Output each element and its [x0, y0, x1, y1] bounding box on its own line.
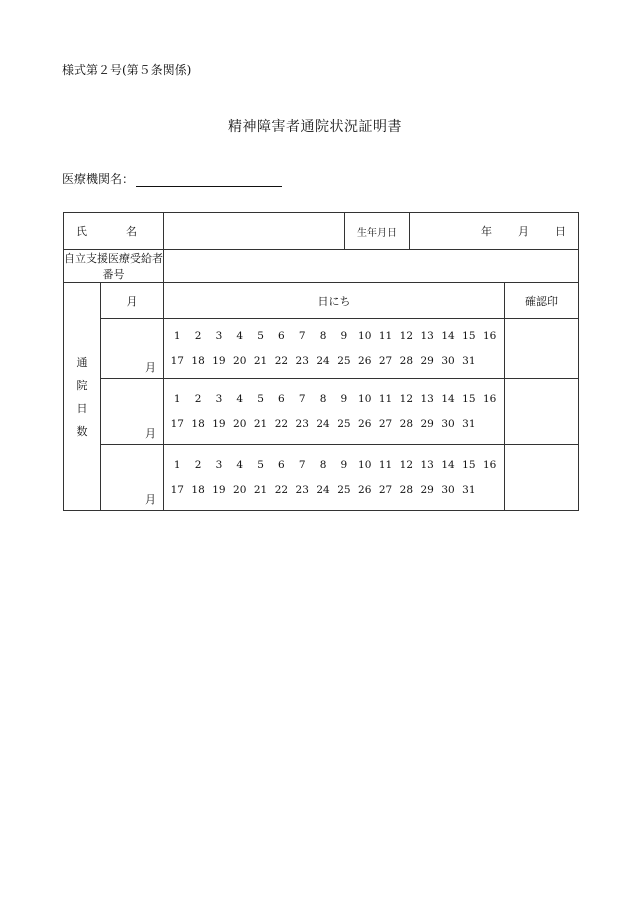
day-number: 13 [420, 393, 434, 405]
day-number: 6 [278, 393, 285, 405]
day-number: 14 [441, 393, 455, 405]
institution-label: 医療機関名： [62, 172, 135, 186]
confirm-stamp-1[interactable] [505, 319, 579, 379]
day-number: 27 [378, 418, 393, 430]
day-number: 27 [378, 355, 393, 367]
column-header-days: 日にち [164, 283, 505, 319]
day-number: 20 [233, 418, 247, 430]
day-number: 3 [215, 459, 223, 471]
day-number: 23 [295, 418, 309, 430]
month-row-1 [64, 319, 579, 379]
day-number: 26 [358, 484, 372, 496]
name-label: 氏 名 [64, 213, 164, 250]
side-char-2: 院 [76, 378, 88, 392]
day-number: 31 [462, 484, 476, 496]
day-number: 31 [462, 418, 476, 430]
form-number: 様式第２号(第５条関係) [62, 63, 192, 77]
day-number: 22 [274, 418, 289, 430]
day-number: 12 [399, 330, 414, 342]
day-number: 12 [399, 393, 414, 405]
institution-field [62, 170, 282, 187]
month-cell-1[interactable]: 月 [101, 319, 164, 379]
day-number: 30 [441, 484, 455, 496]
day-number: 18 [191, 484, 205, 496]
confirm-stamp-3[interactable] [505, 445, 579, 511]
recipient-number-field[interactable] [164, 250, 579, 283]
day-number: 8 [319, 330, 327, 342]
day-number: 30 [441, 418, 455, 430]
institution-blank-line[interactable] [136, 173, 282, 187]
day-line-2-2 [164, 412, 504, 437]
day-grid-2[interactable] [164, 379, 505, 445]
day-number: 25 [337, 355, 351, 367]
certificate-table [63, 212, 579, 511]
day-number: 7 [298, 459, 306, 471]
day-number: 11 [378, 330, 393, 342]
day-number: 3 [215, 330, 223, 342]
day-number: 16 [482, 393, 497, 405]
birth-date-field[interactable] [410, 213, 579, 250]
day-number: 29 [420, 355, 434, 367]
day-number: 14 [441, 459, 455, 471]
day-number: 18 [191, 418, 205, 430]
day-number: 4 [236, 393, 244, 405]
day-number: 8 [319, 459, 327, 471]
side-char-3: 日 [76, 401, 88, 415]
day-number: 4 [236, 330, 244, 342]
day-number: 10 [358, 330, 372, 342]
day-number: 19 [212, 355, 226, 367]
day-number: 7 [298, 393, 306, 405]
day-number: 9 [340, 393, 348, 405]
day-number: 27 [378, 484, 393, 496]
day-number: 29 [420, 484, 434, 496]
day-number: 1 [173, 330, 181, 342]
day-number: 6 [278, 330, 285, 342]
day-number: 26 [358, 418, 372, 430]
day-number: 15 [462, 393, 476, 405]
month-label: 月 [518, 225, 529, 238]
day-number: 9 [340, 459, 348, 471]
side-char-4: 数 [76, 424, 88, 438]
day-number: 23 [295, 355, 309, 367]
day-grid-1[interactable] [164, 319, 505, 379]
day-number: 1 [173, 459, 181, 471]
day-number: 11 [378, 393, 393, 405]
day-number: 10 [358, 459, 372, 471]
recipient-number-label: 自立支援医療受給者番号 [64, 250, 164, 283]
day-number: 13 [420, 459, 434, 471]
birth-date-label: 生年月日 [345, 213, 410, 250]
year-label: 年 [481, 225, 492, 238]
day-number: 17 [170, 484, 184, 496]
day-number: 9 [340, 330, 348, 342]
day-grid-3[interactable] [164, 445, 505, 511]
day-number: 30 [441, 355, 455, 367]
day-number: 28 [399, 418, 414, 430]
day-number: 4 [236, 459, 244, 471]
day-number: 5 [257, 459, 264, 471]
day-number: 6 [278, 459, 285, 471]
month-cell-2[interactable]: 月 [101, 379, 164, 445]
day-number: 15 [462, 330, 476, 342]
day-number: 28 [399, 355, 414, 367]
day-number: 21 [253, 355, 268, 367]
day-number: 22 [274, 355, 289, 367]
day-number: 24 [316, 418, 330, 430]
day-line-1-2 [164, 349, 504, 374]
day-number: 2 [194, 459, 202, 471]
day-number: 14 [441, 330, 455, 342]
day-number: 2 [194, 330, 202, 342]
day-number: 24 [316, 484, 330, 496]
visit-days-side-label [64, 283, 101, 511]
day-number: 22 [274, 484, 289, 496]
day-line-3-1 [164, 453, 504, 478]
day-line-3-2 [164, 478, 504, 503]
day-number: 20 [233, 484, 247, 496]
day-number: 20 [233, 355, 247, 367]
day-number: 25 [337, 418, 351, 430]
confirm-stamp-2[interactable] [505, 379, 579, 445]
month-cell-3[interactable]: 月 [101, 445, 164, 511]
day-number: 2 [194, 393, 202, 405]
month-row-2 [64, 379, 579, 445]
day-number: 24 [316, 355, 330, 367]
day-number: 19 [212, 418, 226, 430]
month-row-3 [64, 445, 579, 511]
side-char-1: 通 [76, 355, 88, 369]
day-number: 28 [399, 484, 414, 496]
day-number: 5 [257, 330, 264, 342]
day-number: 13 [420, 330, 434, 342]
day-number: 10 [358, 393, 372, 405]
document-title: 精神障害者通院状況証明書 [228, 119, 402, 135]
day-number: 26 [358, 355, 372, 367]
day-number: 17 [170, 418, 184, 430]
day-number: 17 [170, 355, 184, 367]
day-number: 5 [257, 393, 264, 405]
day-number: 25 [337, 484, 351, 496]
day-number: 29 [420, 418, 434, 430]
day-number: 7 [298, 330, 306, 342]
day-number: 23 [295, 484, 309, 496]
column-header-month: 月 [101, 283, 164, 319]
name-field[interactable] [164, 213, 345, 250]
day-number: 8 [319, 393, 327, 405]
day-line-2-1 [164, 387, 504, 412]
day-number: 3 [215, 393, 223, 405]
day-number: 31 [462, 355, 476, 367]
day-line-1-1 [164, 324, 504, 349]
day-number: 1 [173, 393, 181, 405]
day-label: 日 [555, 225, 566, 238]
day-number: 16 [482, 330, 497, 342]
day-number: 15 [462, 459, 476, 471]
day-number: 11 [378, 459, 393, 471]
day-number: 16 [482, 459, 497, 471]
day-number: 21 [253, 484, 268, 496]
column-header-confirm: 確認印 [505, 283, 579, 319]
day-number: 19 [212, 484, 226, 496]
day-number: 18 [191, 355, 205, 367]
day-number: 21 [253, 418, 268, 430]
day-number: 12 [399, 459, 414, 471]
